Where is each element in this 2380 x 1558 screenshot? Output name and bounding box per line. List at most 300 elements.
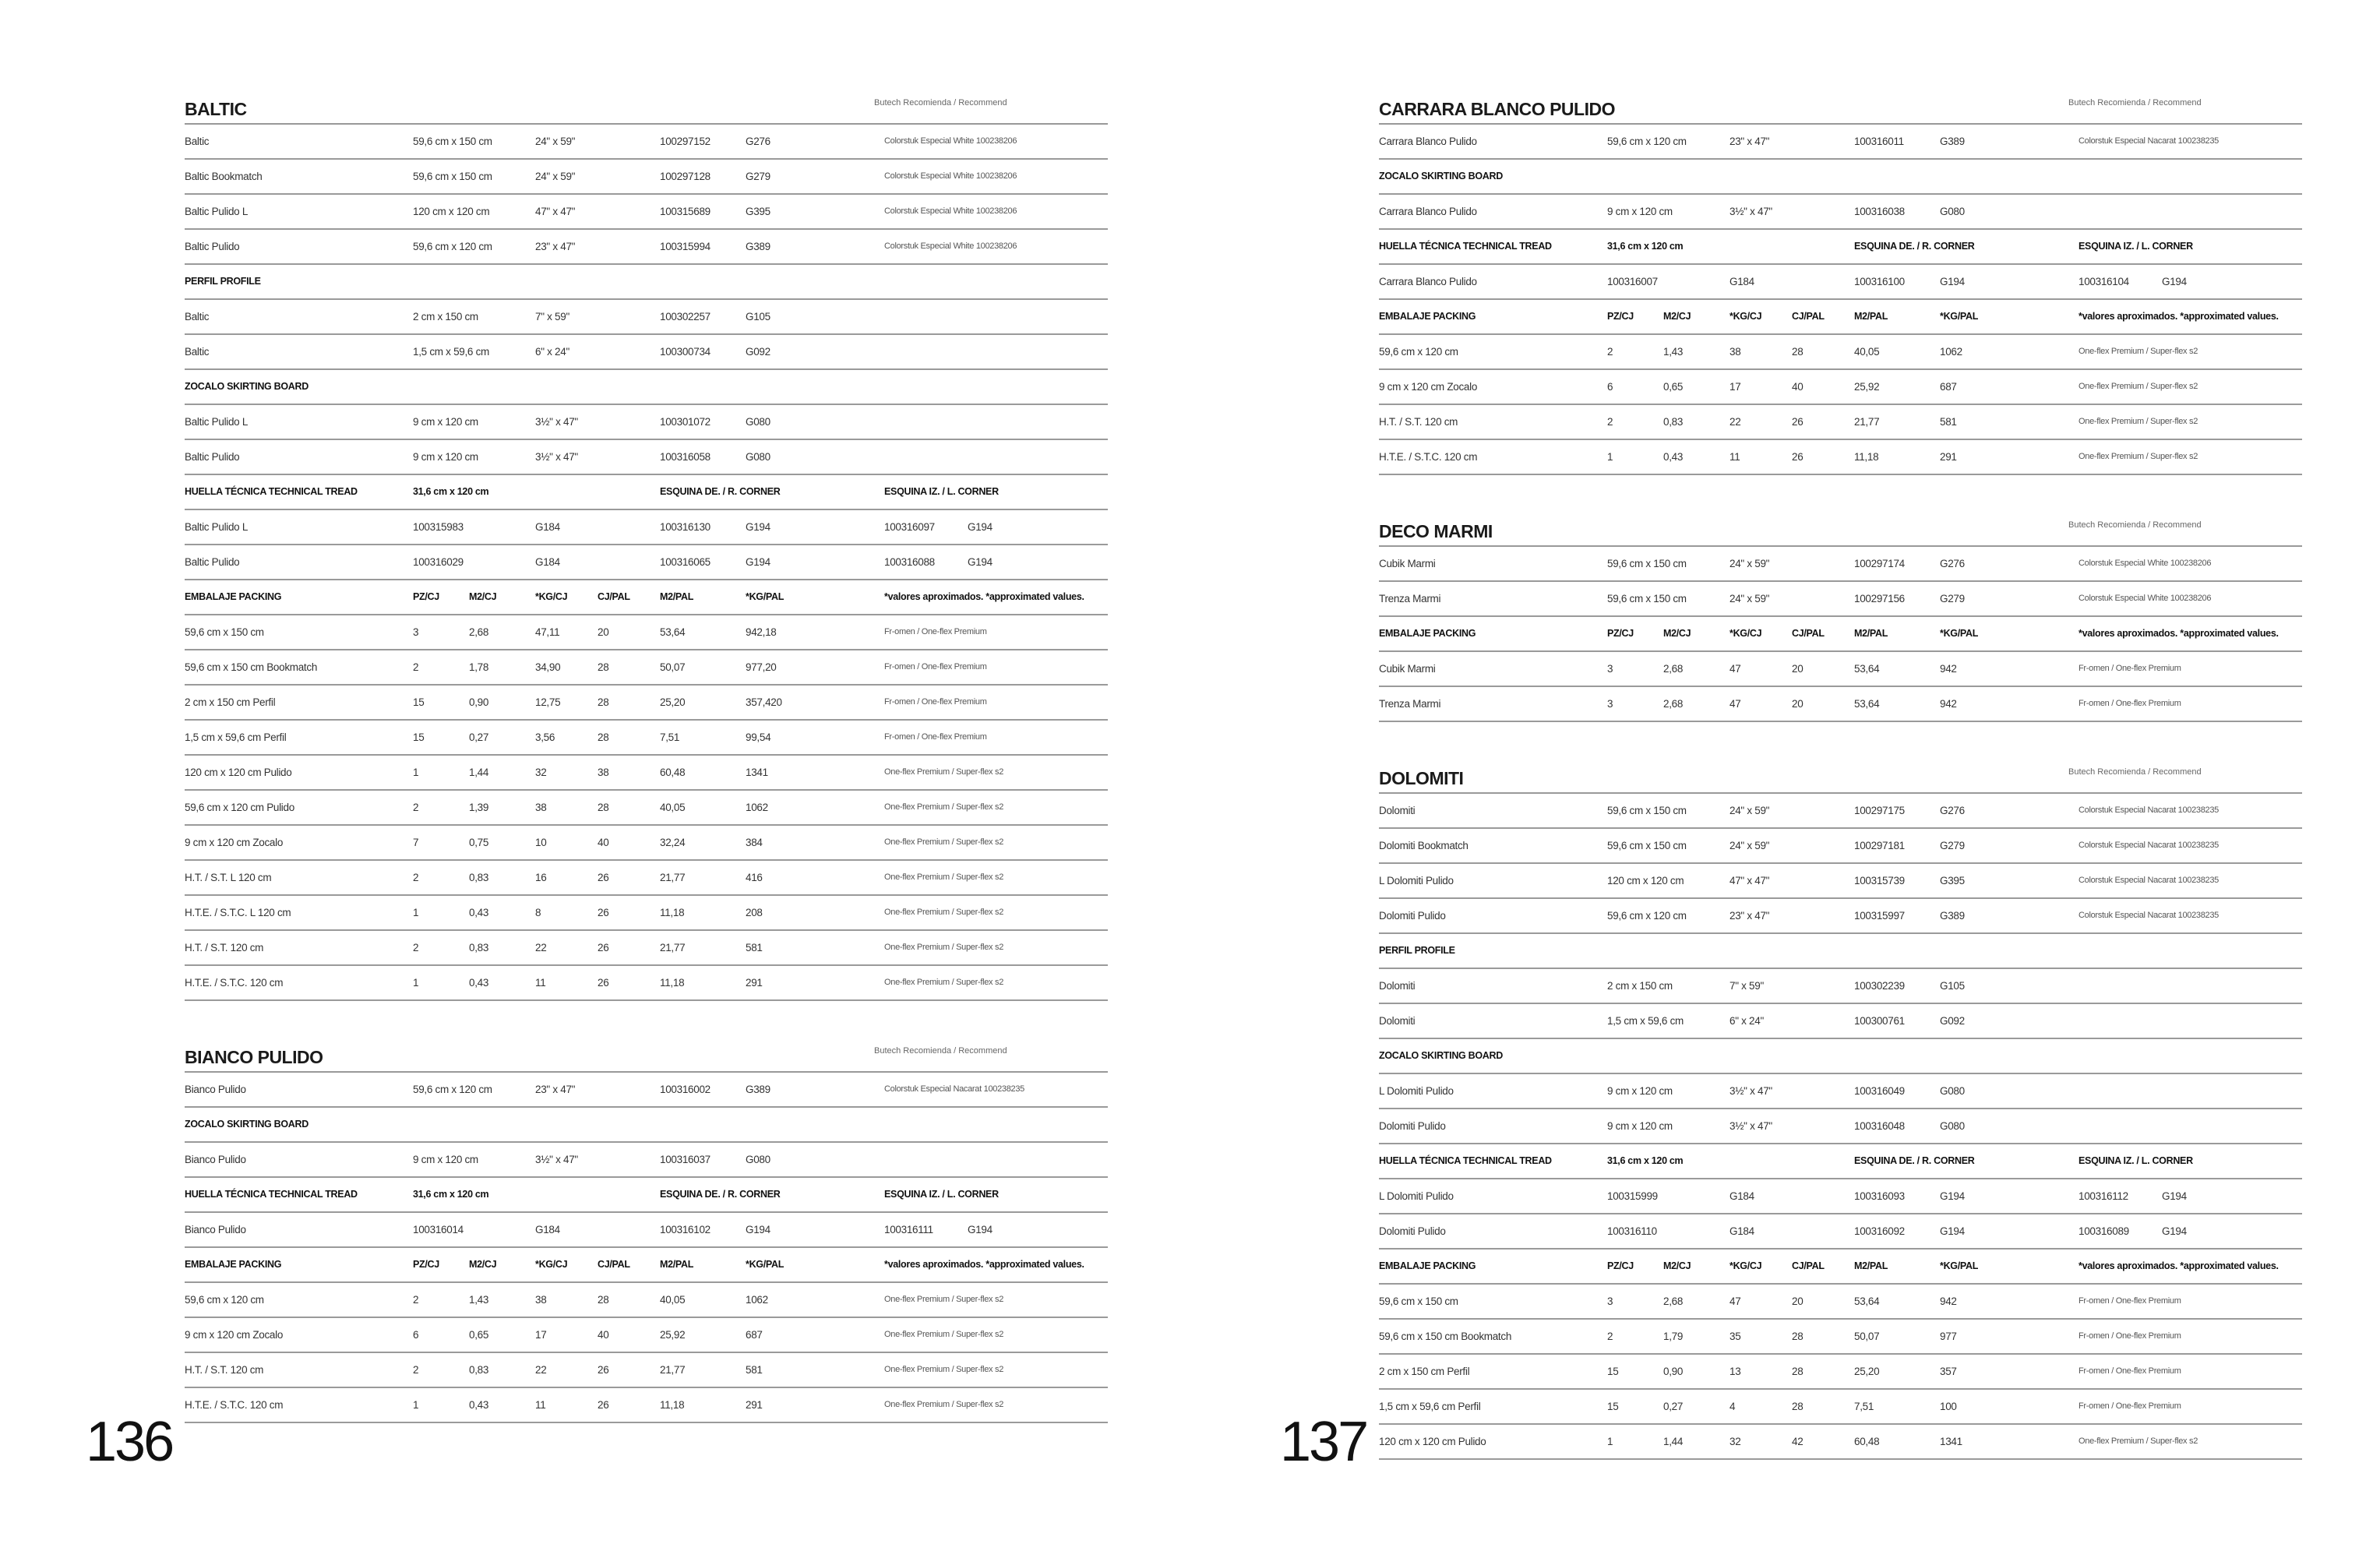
table-cell: One-flex Premium / Super-flex s2 [2079,382,2198,391]
table-cell: 28 [1792,1331,1804,1342]
table-cell: 357,420 [746,696,782,708]
page-number: 136 [86,1411,173,1473]
table-cell: G194 [968,556,993,568]
table-cell: One-flex Premium / Super-flex s2 [884,908,1004,917]
table-cell: 11,18 [1854,451,1879,463]
table-cell: 24" x 59" [535,171,576,182]
table-cell: G279 [1940,840,1965,851]
table-subheader [185,475,1108,510]
table-cell: 0,83 [469,1364,489,1376]
table-cell: PERFIL PROFILE [1379,945,1455,956]
table-cell: G194 [746,556,770,568]
table-cell: 40,05 [660,802,686,813]
table-cell: 2 [413,1364,419,1376]
table-cell: *KG/PAL [746,591,785,602]
table-cell: 21,77 [660,872,686,883]
section-note: Butech Recomienda / Recommend [874,98,1007,108]
table-cell: 59,6 cm x 150 cm [1607,805,1687,816]
table-cell: ZOCALO SKIRTING BOARD [185,381,309,392]
table-cell: 23" x 47" [535,241,576,252]
table-cell: 47 [1729,663,1741,675]
table-cell: EMBALAJE PACKING [1379,628,1476,639]
table-row [1379,829,2302,864]
table-cell: G395 [1940,875,1965,887]
table-cell: Fr-omen / One-flex Premium [2079,1331,2181,1341]
table-subheader [185,1178,1108,1213]
section-deco-marmi [1379,514,2302,722]
table-row [1379,969,2302,1004]
table-cell: 942,18 [746,626,777,638]
table-cell: Fr-omen / One-flex Premium [2079,664,2181,673]
table-cell: One-flex Premium / Super-flex s2 [884,943,1004,952]
table-cell: Colorstuk Especial Nacarat 100238235 [2079,876,2219,885]
table-cell: 28 [598,802,609,813]
table-cell: M2/CJ [1663,311,1691,322]
table-cell: 100316093 [1854,1190,1905,1202]
table-cell: HUELLA TÉCNICA TECHNICAL TREAD [185,1189,358,1200]
table-row [1379,1320,2302,1355]
table-cell: 100316002 [660,1084,710,1095]
table-cell: G276 [746,136,770,147]
table-row [1379,687,2302,722]
table-cell: 100315689 [660,206,710,217]
table-cell: 25,92 [1854,381,1880,393]
table-cell: 9 cm x 120 cm [413,451,478,463]
table-cell: ZOCALO SKIRTING BOARD [1379,1050,1503,1061]
section-title: BALTIC [185,99,247,119]
table-cell: 1 [413,767,419,778]
table-cell: 25,20 [660,696,686,708]
table-cell: 40 [598,1329,609,1341]
page-number: 137 [1280,1411,1367,1473]
table-cell: 1 [413,977,419,989]
table-row [1379,652,2302,687]
table-cell: 100297181 [1854,840,1905,851]
table-cell: Dolomiti [1379,1015,1416,1027]
page-sections [1379,92,2302,1499]
table-cell: 20 [1792,1295,1804,1307]
table-cell: 53,64 [660,626,686,638]
table-cell: 687 [1940,381,1957,393]
table-cell: H.T.E. / S.T.C. 120 cm [185,977,284,989]
table-cell: ESQUINA IZ. / L. CORNER [884,1189,999,1200]
table-cell: Dolomiti [1379,980,1416,992]
table-cell: 47" x 47" [535,206,576,217]
table-cell: One-flex Premium / Super-flex s2 [2079,347,2198,356]
table-cell: *valores aproximados. *approximated values. [884,1259,1084,1270]
table-cell: 53,64 [1854,1295,1880,1307]
table-cell: EMBALAJE PACKING [1379,311,1476,322]
table-cell: 23" x 47" [535,1084,576,1095]
section-title: DECO MARMI [1379,521,1493,541]
table-row [1379,370,2302,405]
table-cell: 100316011 [1854,136,1904,147]
table-subheader [185,1248,1108,1283]
table-cell: 3½" x 47" [1729,1120,1772,1132]
table-cell: 22 [535,1364,547,1376]
table-cell: 942 [1940,663,1957,675]
table-cell: 24" x 59" [1729,840,1770,851]
table-cell: 26 [598,907,609,918]
table-cell: 2 [1607,346,1613,358]
table-cell: Colorstuk Especial White 100238206 [884,171,1017,181]
table-cell: 0,90 [469,696,489,708]
table-cell: EMBALAJE PACKING [185,1259,282,1270]
table-cell: 21,77 [660,942,686,953]
table-cell: 42 [1792,1436,1804,1447]
table-row [1379,1214,2302,1250]
table-cell: 100316065 [660,556,710,568]
table-cell: G194 [968,521,993,533]
table-cell: 100315999 [1607,1190,1658,1202]
section-note: Butech Recomienda / Recommend [2068,98,2202,108]
table-cell: G276 [1940,558,1965,569]
table-cell: *KG/PAL [1940,628,1979,639]
table-row [185,125,1108,160]
table-cell: M2/CJ [1663,1260,1691,1271]
table-cell: G080 [746,451,770,463]
page-137 [1190,0,2380,1558]
table-cell: 1 [1607,1436,1613,1447]
table-row [1379,864,2302,899]
table-cell: 28 [598,696,609,708]
table-cell: HUELLA TÉCNICA TECHNICAL TREAD [1379,241,1552,252]
table-cell: *KG/PAL [1940,1260,1979,1271]
table-cell: 11,18 [660,1399,685,1411]
section-baltic [185,92,1108,1001]
table-cell: 1 [413,1399,419,1411]
table-cell: G389 [1940,136,1965,147]
table-cell: 28 [1792,1401,1804,1412]
section-header [1379,761,2302,794]
table-cell: 59,6 cm x 120 cm [413,241,492,252]
table-cell: *KG/CJ [1729,1260,1762,1271]
table-cell: M2/PAL [660,1259,694,1270]
section-note: Butech Recomienda / Recommend [2068,767,2202,777]
table-cell: M2/CJ [469,591,497,602]
table-cell: 32 [1729,1436,1741,1447]
table-cell: PERFIL PROFILE [185,276,261,287]
table-cell: G276 [1940,805,1965,816]
table-cell: Dolomiti Bookmatch [1379,840,1469,851]
table-cell: 31,6 cm x 120 cm [1607,1155,1684,1166]
table-cell: 59,6 cm x 120 cm [185,1294,264,1306]
section-title: CARRARA BLANCO PULIDO [1379,99,1615,119]
table-cell: 0,43 [469,907,489,918]
table-cell: ZOCALO SKIRTING BOARD [1379,171,1503,182]
table-cell: Baltic [185,311,210,323]
table-cell: 8 [535,907,541,918]
table-cell: 50,07 [660,661,686,673]
table-row [185,300,1108,335]
table-cell: 53,64 [1854,663,1880,675]
table-row [185,335,1108,370]
table-cell: G194 [746,521,770,533]
section-bianco-pulido [185,1040,1108,1423]
table-cell: HUELLA TÉCNICA TECHNICAL TREAD [185,486,358,497]
table-cell: 1 [1607,451,1613,463]
table-cell: One-flex Premium / Super-flex s2 [884,837,1004,847]
table-cell: M2/PAL [1854,1260,1888,1271]
table-cell: G080 [1940,1120,1965,1132]
table-cell: 100316130 [660,521,710,533]
table-cell: 2 [413,872,419,883]
table-cell: 9 cm x 120 cm Zocalo [185,837,284,848]
table-cell: 28 [598,731,609,743]
table-cell: 1341 [1940,1436,1962,1447]
table-cell: Fr-omen / One-flex Premium [884,662,987,671]
table-cell: 1,43 [1663,346,1684,358]
table-cell: 416 [746,872,763,883]
table-cell: Carrara Blanco Pulido [1379,206,1477,217]
table-cell: Fr-omen / One-flex Premium [884,627,987,636]
table-cell: 22 [535,942,547,953]
table-cell: M2/PAL [1854,628,1888,639]
table-cell: EMBALAJE PACKING [1379,1260,1476,1271]
table-row [1379,405,2302,440]
table-cell: 100316102 [660,1224,710,1235]
table-cell: Dolomiti Pulido [1379,1225,1446,1237]
table-cell: 0,83 [469,942,489,953]
table-cell: 26 [1792,451,1804,463]
table-cell: G105 [746,311,770,323]
table-cell: G194 [1940,1190,1965,1202]
table-cell: G194 [1940,276,1965,287]
table-cell: 15 [413,731,425,743]
table-cell: One-flex Premium / Super-flex s2 [884,1365,1004,1374]
table-cell: 12,75 [535,696,561,708]
table-cell: Fr-omen / One-flex Premium [2079,1296,2181,1306]
table-cell: ESQUINA DE. / R. CORNER [660,486,781,497]
table-cell: 581 [1940,416,1957,428]
table-cell: PZ/CJ [1607,311,1634,322]
table-cell: 47" x 47" [1729,875,1770,887]
table-cell: 2,68 [1663,663,1684,675]
table-row [185,615,1108,650]
table-cell: H.T. / S.T. 120 cm [185,1364,264,1376]
table-cell: 0,43 [1663,451,1684,463]
table-row [1379,547,2302,582]
table-cell: 120 cm x 120 cm [1607,875,1684,887]
table-cell: One-flex Premium / Super-flex s2 [884,802,1004,812]
table-cell: 9 cm x 120 cm [1607,1085,1673,1097]
table-cell: 291 [1940,451,1957,463]
table-cell: G184 [1729,1225,1754,1237]
table-cell: 100316029 [413,556,464,568]
table-cell: 100315983 [413,521,464,533]
table-cell: Baltic Pulido [185,556,240,568]
table-cell: 26 [598,977,609,989]
table-cell: G184 [1729,1190,1754,1202]
table-row [1379,899,2302,934]
table-cell: 20 [598,626,609,638]
table-cell: L Dolomiti Pulido [1379,875,1454,887]
table-cell: 120 cm x 120 cm Pulido [1379,1436,1486,1447]
table-row [185,1283,1108,1318]
table-cell: 1 [413,907,419,918]
table-cell: One-flex Premium / Super-flex s2 [2079,417,2198,426]
table-cell: 100297174 [1854,558,1905,569]
table-cell: PZ/CJ [413,1259,439,1270]
table-cell: M2/PAL [1854,311,1888,322]
table-row [185,1353,1108,1388]
table-cell: 25,20 [1854,1366,1880,1377]
table-cell: *KG/PAL [746,1259,785,1270]
table-row [185,826,1108,861]
table-cell: 1,78 [469,661,489,673]
table-cell: EMBALAJE PACKING [185,591,282,602]
table-row [185,931,1108,966]
table-cell: G080 [1940,206,1965,217]
table-cell: *valores aproximados. *approximated values. [2079,311,2279,322]
table-cell: L Dolomiti Pulido [1379,1085,1454,1097]
table-cell: 3 [1607,698,1613,710]
table-cell: G092 [1940,1015,1965,1027]
table-cell: 7" x 59" [1729,980,1764,992]
table-cell: 100315994 [660,241,710,252]
table-cell: G279 [1940,593,1965,605]
table-cell: 1062 [1940,346,1962,358]
table-cell: 100297152 [660,136,710,147]
table-cell: 2 [1607,1331,1613,1342]
table-row [185,650,1108,686]
table-subheader [1379,934,2302,969]
table-cell: G194 [2162,276,2187,287]
table-cell: Bianco Pulido [185,1224,246,1235]
table-cell: 687 [746,1329,763,1341]
table-cell: 100315997 [1854,910,1905,922]
table-cell: 3½" x 47" [535,416,578,428]
table-cell: 40,05 [1854,346,1880,358]
table-cell: 3½" x 47" [535,1154,578,1165]
table-cell: 60,48 [660,767,686,778]
table-cell: M2/CJ [1663,628,1691,639]
table-cell: G105 [1940,980,1965,992]
table-cell: 100316104 [2079,276,2129,287]
table-cell: 3 [1607,1295,1613,1307]
table-cell: Dolomiti [1379,805,1416,816]
table-cell: H.T. / S.T. 120 cm [185,942,264,953]
table-cell: 59,6 cm x 150 cm Bookmatch [185,661,318,673]
table-row [185,1073,1108,1108]
section-title: BIANCO PULIDO [185,1047,323,1067]
table-cell: 291 [746,977,763,989]
table-cell: PZ/CJ [413,591,439,602]
table-cell: Fr-omen / One-flex Premium [884,732,987,742]
table-cell: 32,24 [660,837,686,848]
table-cell: 31,6 cm x 120 cm [413,1189,489,1200]
table-subheader [1379,1039,2302,1074]
table-cell: 47,11 [535,626,560,638]
table-row [1379,195,2302,230]
table-cell: 15 [1607,1366,1619,1377]
table-cell: 11 [1729,451,1740,463]
table-cell: Fr-omen / One-flex Premium [884,697,987,707]
table-cell: 28 [1792,1366,1804,1377]
table-cell: Fr-omen / One-flex Premium [2079,699,2181,708]
table-row [185,405,1108,440]
table-cell: 100302257 [660,311,710,323]
table-cell: 0,75 [469,837,489,848]
section-dolomiti [1379,761,2302,1460]
table-cell: 100316038 [1854,206,1905,217]
table-cell: Bianco Pulido [185,1154,246,1165]
table-cell: 40 [598,837,609,848]
table-cell: 60,48 [1854,1436,1880,1447]
table-cell: H.T.E. / S.T.C. 120 cm [1379,451,1478,463]
page-sections [185,92,1108,1462]
table-cell: 3½" x 47" [1729,1085,1772,1097]
table-cell: 100316058 [660,451,710,463]
section-note: Butech Recomienda / Recommend [874,1046,1007,1056]
table-cell: 10 [535,837,547,848]
table-row [1379,265,2302,300]
table-cell: 7 [413,837,419,848]
table-row [185,1318,1108,1353]
table-cell: 1,43 [469,1294,489,1306]
table-cell: 28 [598,1294,609,1306]
table-cell: One-flex Premium / Super-flex s2 [884,1400,1004,1409]
table-cell: 100316097 [884,521,935,533]
table-row [1379,794,2302,829]
table-cell: 100297175 [1854,805,1905,816]
table-cell: G389 [746,241,770,252]
table-cell: 100316111 [884,1224,933,1235]
table-cell: 1062 [746,1294,768,1306]
table-cell: 99,54 [746,731,771,743]
table-row [185,686,1108,721]
section-note: Butech Recomienda / Recommend [2068,520,2202,530]
table-cell: Carrara Blanco Pulido [1379,276,1477,287]
table-cell: 120 cm x 120 cm Pulido [185,767,292,778]
table-cell: 0,43 [469,977,489,989]
table-cell: 3½" x 47" [535,451,578,463]
table-cell: 1062 [746,802,768,813]
table-cell: G092 [746,346,770,358]
table-cell: G194 [1940,1225,1965,1237]
table-cell: 59,6 cm x 150 cm [1607,593,1687,605]
table-cell: H.T. / S.T. L 120 cm [185,872,272,883]
table-cell: Colorstuk Especial Nacarat 100238235 [884,1084,1024,1094]
section-carrara-blanco-pulido [1379,92,2302,475]
table-cell: 357 [1940,1366,1957,1377]
table-cell: 977,20 [746,661,777,673]
table-cell: 6 [1607,381,1613,393]
table-cell: G389 [1940,910,1965,922]
table-cell: Colorstuk Especial White 100238206 [2079,594,2212,603]
table-cell: Baltic Bookmatch [185,171,263,182]
table-cell: 100 [1940,1401,1957,1412]
table-row [185,756,1108,791]
table-cell: *KG/CJ [535,591,568,602]
table-cell: 17 [1729,381,1741,393]
table-row [1379,125,2302,160]
table-cell: 59,6 cm x 150 cm [1607,558,1687,569]
table-cell: 2 [413,802,419,813]
table-subheader [1379,1250,2302,1285]
table-row [185,721,1108,756]
table-cell: 6 [413,1329,419,1341]
table-cell: 6" x 24" [1729,1015,1764,1027]
table-cell: 50,07 [1854,1331,1880,1342]
table-cell: G279 [746,171,770,182]
table-subheader [1379,230,2302,265]
table-subheader [185,265,1108,300]
table-cell: 384 [746,837,763,848]
table-cell: 31,6 cm x 120 cm [413,486,489,497]
table-row [1379,440,2302,475]
table-cell: Fr-omen / One-flex Premium [2079,1401,2181,1411]
